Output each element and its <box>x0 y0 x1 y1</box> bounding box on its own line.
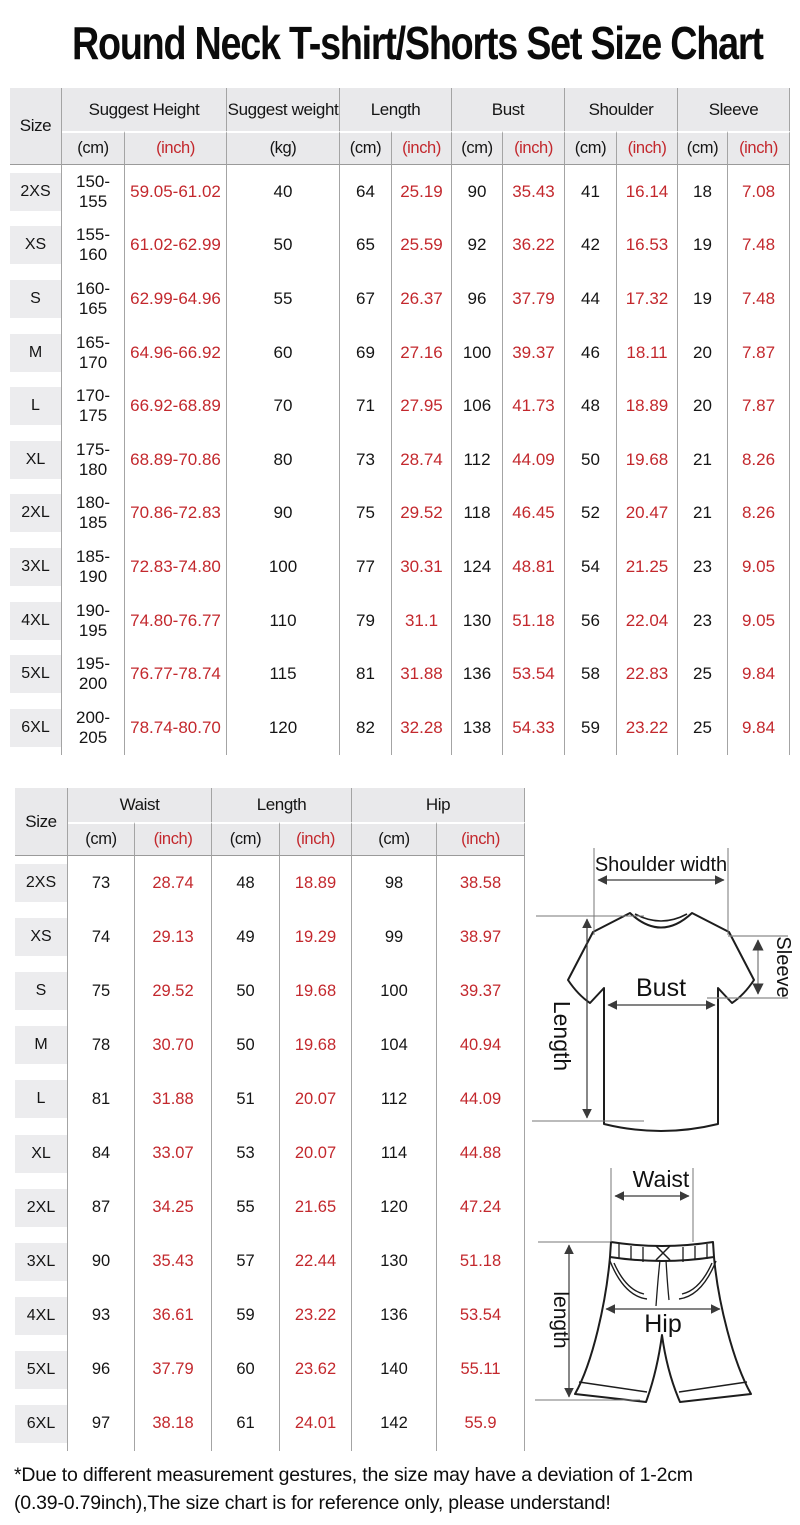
value-cell: 37.79 <box>503 272 565 326</box>
value-cell: 16.14 <box>617 165 678 219</box>
value-cell: 19.29 <box>280 910 352 964</box>
value-cell: 140 <box>352 1343 437 1397</box>
value-cell: 180-185 <box>62 487 125 541</box>
column-header: Length <box>340 88 452 131</box>
tshirt-size-table <box>10 88 790 755</box>
column-header: Shoulder <box>565 88 678 131</box>
value-cell: 138 <box>452 701 503 755</box>
size-label: 2XS <box>15 864 67 902</box>
value-cell: 8.26 <box>728 433 790 487</box>
value-cell: 130 <box>352 1235 437 1289</box>
value-cell: 20.07 <box>280 1126 352 1180</box>
value-cell: 21 <box>678 487 728 541</box>
column-subheader: (cm) <box>62 131 125 165</box>
value-cell: 100 <box>452 326 503 380</box>
value-cell: 19.68 <box>280 964 352 1018</box>
value-cell: 136 <box>352 1289 437 1343</box>
value-cell: 54 <box>565 540 617 594</box>
value-cell: 50 <box>227 219 340 273</box>
value-cell: 80 <box>227 433 340 487</box>
value-cell: 29.13 <box>135 910 212 964</box>
value-cell: 67 <box>340 272 392 326</box>
value-cell: 9.05 <box>728 594 790 648</box>
value-cell: 74 <box>68 910 135 964</box>
value-cell: 79 <box>340 594 392 648</box>
size-cell <box>15 1397 68 1451</box>
value-cell: 120 <box>227 701 340 755</box>
value-cell: 70 <box>227 379 340 433</box>
shorts-measurement-diagram <box>530 1150 800 1450</box>
value-cell: 115 <box>227 647 340 701</box>
value-cell: 47.24 <box>437 1181 525 1235</box>
size-label: 2XL <box>15 1189 67 1227</box>
value-cell: 98 <box>352 856 437 910</box>
value-cell: 93 <box>68 1289 135 1343</box>
size-label: 5XL <box>15 1351 67 1389</box>
value-cell: 90 <box>452 165 503 219</box>
value-cell: 112 <box>352 1072 437 1126</box>
value-cell: 53.54 <box>437 1289 525 1343</box>
value-cell: 27.95 <box>392 379 452 433</box>
value-cell: 60 <box>212 1343 280 1397</box>
value-cell: 50 <box>212 1018 280 1072</box>
page-title: Round Neck T-shirt/Shorts Set Size Chart <box>72 17 763 69</box>
value-cell: 55 <box>212 1181 280 1235</box>
size-label: S <box>10 280 61 318</box>
value-cell: 48.81 <box>503 540 565 594</box>
value-cell: 84 <box>68 1126 135 1180</box>
value-cell: 46 <box>565 326 617 380</box>
value-cell: 18.11 <box>617 326 678 380</box>
value-cell: 165-170 <box>62 326 125 380</box>
value-cell: 75 <box>68 964 135 1018</box>
value-cell: 64 <box>340 165 392 219</box>
size-label: XS <box>10 226 61 264</box>
value-cell: 34.25 <box>135 1181 212 1235</box>
column-subheader: (inch) <box>617 131 678 165</box>
sleeve-label: Sleeve <box>772 936 794 998</box>
value-cell: 55.11 <box>437 1343 525 1397</box>
size-label: 6XL <box>10 709 61 747</box>
value-cell: 39.37 <box>437 964 525 1018</box>
column-subheader: (inch) <box>280 822 352 856</box>
column-subheader: (cm) <box>452 131 503 165</box>
size-cell <box>10 272 62 326</box>
column-subheader: (inch) <box>135 822 212 856</box>
shoulder-width-label: Shoulder width <box>594 854 728 876</box>
value-cell: 64.96-66.92 <box>125 326 227 380</box>
column-subheader: (cm) <box>68 822 135 856</box>
value-cell: 73 <box>68 856 135 910</box>
value-cell: 60 <box>227 326 340 380</box>
value-cell: 155-160 <box>62 219 125 273</box>
column-subheader: (cm) <box>212 822 280 856</box>
value-cell: 78.74-80.70 <box>125 701 227 755</box>
value-cell: 29.52 <box>392 487 452 541</box>
value-cell: 38.58 <box>437 856 525 910</box>
size-cell <box>15 1181 68 1235</box>
value-cell: 23.22 <box>617 701 678 755</box>
collar-line <box>635 914 687 921</box>
size-cell <box>10 701 62 755</box>
size-cell <box>15 1289 68 1343</box>
value-cell: 68.89-70.86 <box>125 433 227 487</box>
column-header: Suggest Height <box>62 88 227 131</box>
value-cell: 36.61 <box>135 1289 212 1343</box>
value-cell: 46.45 <box>503 487 565 541</box>
column-subheader: (kg) <box>227 131 340 165</box>
value-cell: 22.44 <box>280 1235 352 1289</box>
value-cell: 59.05-61.02 <box>125 165 227 219</box>
value-cell: 21 <box>678 433 728 487</box>
value-cell: 24.01 <box>280 1397 352 1451</box>
size-label: 3XL <box>15 1243 67 1281</box>
value-cell: 42 <box>565 219 617 273</box>
column-subheader: (inch) <box>503 131 565 165</box>
value-cell: 22.04 <box>617 594 678 648</box>
value-cell: 25 <box>678 701 728 755</box>
column-header: Waist <box>68 788 212 822</box>
value-cell: 7.87 <box>728 326 790 380</box>
column-header: Hip <box>352 788 525 822</box>
size-label: S <box>15 972 67 1010</box>
value-cell: 9.84 <box>728 647 790 701</box>
value-cell: 18.89 <box>617 379 678 433</box>
tshirt-outline <box>568 913 754 1131</box>
value-cell: 70.86-72.83 <box>125 487 227 541</box>
value-cell: 19.68 <box>280 1018 352 1072</box>
value-cell: 61 <box>212 1397 280 1451</box>
column-header: Suggest weight <box>227 88 340 131</box>
value-cell: 8.26 <box>728 487 790 541</box>
value-cell: 69 <box>340 326 392 380</box>
size-cell <box>10 647 62 701</box>
value-cell: 54.33 <box>503 701 565 755</box>
value-cell: 99 <box>352 910 437 964</box>
value-cell: 118 <box>452 487 503 541</box>
value-cell: 31.88 <box>392 647 452 701</box>
size-label: 3XL <box>10 548 61 586</box>
value-cell: 7.48 <box>728 219 790 273</box>
size-cell <box>10 219 62 273</box>
size-label: 2XS <box>10 173 61 211</box>
value-cell: 49 <box>212 910 280 964</box>
value-cell: 160-165 <box>62 272 125 326</box>
size-cell <box>10 487 62 541</box>
size-label: 2XL <box>10 494 61 532</box>
value-cell: 175-180 <box>62 433 125 487</box>
size-cell <box>10 594 62 648</box>
value-cell: 52 <box>565 487 617 541</box>
value-cell: 150-155 <box>62 165 125 219</box>
value-cell: 96 <box>452 272 503 326</box>
size-cell <box>15 910 68 964</box>
value-cell: 16.53 <box>617 219 678 273</box>
value-cell: 40 <box>227 165 340 219</box>
value-cell: 27.16 <box>392 326 452 380</box>
size-label: L <box>15 1080 67 1118</box>
value-cell: 44.09 <box>437 1072 525 1126</box>
value-cell: 28.74 <box>135 856 212 910</box>
value-cell: 190-195 <box>62 594 125 648</box>
value-cell: 81 <box>68 1072 135 1126</box>
bust-label: Bust <box>635 974 687 1002</box>
value-cell: 31.1 <box>392 594 452 648</box>
value-cell: 35.43 <box>503 165 565 219</box>
size-cell <box>10 165 62 219</box>
value-cell: 90 <box>227 487 340 541</box>
value-cell: 82 <box>340 701 392 755</box>
value-cell: 26.37 <box>392 272 452 326</box>
footnote-line2: (0.39-0.79inch),The size chart is for reference only, please understand! <box>14 1492 611 1514</box>
value-cell: 195-200 <box>62 647 125 701</box>
size-label: XL <box>10 441 61 479</box>
size-cell <box>15 1126 68 1180</box>
value-cell: 36.22 <box>503 219 565 273</box>
value-cell: 75 <box>340 487 392 541</box>
value-cell: 59 <box>212 1289 280 1343</box>
column-header: Length <box>212 788 352 822</box>
value-cell: 51.18 <box>437 1235 525 1289</box>
size-cell <box>15 1343 68 1397</box>
size-label: 4XL <box>15 1297 67 1335</box>
value-cell: 20.07 <box>280 1072 352 1126</box>
value-cell: 18.89 <box>280 856 352 910</box>
value-cell: 21.65 <box>280 1181 352 1235</box>
size-cell <box>10 379 62 433</box>
value-cell: 65 <box>340 219 392 273</box>
value-cell: 104 <box>352 1018 437 1072</box>
value-cell: 19 <box>678 219 728 273</box>
value-cell: 22.83 <box>617 647 678 701</box>
value-cell: 20.47 <box>617 487 678 541</box>
value-cell: 100 <box>352 964 437 1018</box>
size-label: M <box>10 334 61 372</box>
value-cell: 48 <box>565 379 617 433</box>
column-header: Sleeve <box>678 88 790 131</box>
value-cell: 59 <box>565 701 617 755</box>
size-cell <box>15 1235 68 1289</box>
value-cell: 41 <box>565 165 617 219</box>
value-cell: 55.9 <box>437 1397 525 1451</box>
column-subheader: (inch) <box>728 131 790 165</box>
value-cell: 62.99-64.96 <box>125 272 227 326</box>
value-cell: 48 <box>212 856 280 910</box>
value-cell: 21.25 <box>617 540 678 594</box>
column-subheader: (inch) <box>392 131 452 165</box>
value-cell: 51 <box>212 1072 280 1126</box>
value-cell: 9.05 <box>728 540 790 594</box>
value-cell: 7.08 <box>728 165 790 219</box>
column-header: Size <box>10 88 62 165</box>
value-cell: 114 <box>352 1126 437 1180</box>
value-cell: 41.73 <box>503 379 565 433</box>
value-cell: 23.62 <box>280 1343 352 1397</box>
value-cell: 110 <box>227 594 340 648</box>
value-cell: 72.83-74.80 <box>125 540 227 594</box>
value-cell: 124 <box>452 540 503 594</box>
value-cell: 53.54 <box>503 647 565 701</box>
size-cell <box>15 964 68 1018</box>
value-cell: 19.68 <box>617 433 678 487</box>
value-cell: 136 <box>452 647 503 701</box>
value-cell: 19 <box>678 272 728 326</box>
size-label: 4XL <box>10 602 61 640</box>
value-cell: 39.37 <box>503 326 565 380</box>
value-cell: 9.84 <box>728 701 790 755</box>
value-cell: 142 <box>352 1397 437 1451</box>
value-cell: 57 <box>212 1235 280 1289</box>
value-cell: 200-205 <box>62 701 125 755</box>
size-label: 6XL <box>15 1405 67 1443</box>
value-cell: 7.48 <box>728 272 790 326</box>
value-cell: 76.77-78.74 <box>125 647 227 701</box>
value-cell: 30.70 <box>135 1018 212 1072</box>
value-cell: 35.43 <box>135 1235 212 1289</box>
value-cell: 78 <box>68 1018 135 1072</box>
size-cell <box>15 1072 68 1126</box>
value-cell: 40.94 <box>437 1018 525 1072</box>
value-cell: 18 <box>678 165 728 219</box>
value-cell: 29.52 <box>135 964 212 1018</box>
value-cell: 51.18 <box>503 594 565 648</box>
value-cell: 170-175 <box>62 379 125 433</box>
value-cell: 130 <box>452 594 503 648</box>
value-cell: 87 <box>68 1181 135 1235</box>
value-cell: 73 <box>340 433 392 487</box>
value-cell: 71 <box>340 379 392 433</box>
value-cell: 55 <box>227 272 340 326</box>
column-subheader: (cm) <box>678 131 728 165</box>
column-subheader: (cm) <box>565 131 617 165</box>
size-label: XS <box>15 918 67 956</box>
value-cell: 61.02-62.99 <box>125 219 227 273</box>
column-header: Bust <box>452 88 565 131</box>
value-cell: 20 <box>678 379 728 433</box>
footnote-line1: *Due to different measurement gestures, the size may have a deviation of 1-2cm <box>14 1464 693 1486</box>
value-cell: 185-190 <box>62 540 125 594</box>
value-cell: 44.09 <box>503 433 565 487</box>
column-header: Size <box>15 788 68 856</box>
value-cell: 25 <box>678 647 728 701</box>
value-cell: 44 <box>565 272 617 326</box>
value-cell: 25.19 <box>392 165 452 219</box>
value-cell: 25.59 <box>392 219 452 273</box>
value-cell: 58 <box>565 647 617 701</box>
value-cell: 50 <box>565 433 617 487</box>
column-subheader: (inch) <box>437 822 525 856</box>
hip-label: Hip <box>644 1310 682 1338</box>
value-cell: 32.28 <box>392 701 452 755</box>
value-cell: 23 <box>678 540 728 594</box>
size-label: XL <box>15 1135 67 1173</box>
waist-label: Waist <box>632 1166 690 1192</box>
value-cell: 38.97 <box>437 910 525 964</box>
tshirt-length-label: Length <box>549 1000 575 1072</box>
value-cell: 28.74 <box>392 433 452 487</box>
column-subheader: (cm) <box>352 822 437 856</box>
size-label: M <box>15 1026 67 1064</box>
value-cell: 120 <box>352 1181 437 1235</box>
size-label: L <box>10 387 61 425</box>
shorts-size-table <box>15 788 525 1451</box>
value-cell: 20 <box>678 326 728 380</box>
value-cell: 17.32 <box>617 272 678 326</box>
value-cell: 66.92-68.89 <box>125 379 227 433</box>
value-cell: 97 <box>68 1397 135 1451</box>
value-cell: 112 <box>452 433 503 487</box>
value-cell: 33.07 <box>135 1126 212 1180</box>
value-cell: 92 <box>452 219 503 273</box>
value-cell: 100 <box>227 540 340 594</box>
value-cell: 90 <box>68 1235 135 1289</box>
size-cell <box>10 433 62 487</box>
column-subheader: (cm) <box>340 131 392 165</box>
value-cell: 106 <box>452 379 503 433</box>
size-cell <box>10 540 62 594</box>
footnote <box>14 1461 794 1517</box>
value-cell: 53 <box>212 1126 280 1180</box>
value-cell: 96 <box>68 1343 135 1397</box>
value-cell: 23 <box>678 594 728 648</box>
shorts-length-label: length <box>549 1291 572 1349</box>
tshirt-measurement-diagram <box>530 840 800 1140</box>
value-cell: 74.80-76.77 <box>125 594 227 648</box>
size-cell <box>15 856 68 910</box>
value-cell: 7.87 <box>728 379 790 433</box>
value-cell: 56 <box>565 594 617 648</box>
value-cell: 77 <box>340 540 392 594</box>
value-cell: 31.88 <box>135 1072 212 1126</box>
value-cell: 23.22 <box>280 1289 352 1343</box>
value-cell: 44.88 <box>437 1126 525 1180</box>
value-cell: 30.31 <box>392 540 452 594</box>
value-cell: 38.18 <box>135 1397 212 1451</box>
column-subheader: (inch) <box>125 131 227 165</box>
value-cell: 81 <box>340 647 392 701</box>
size-cell <box>15 1018 68 1072</box>
value-cell: 50 <box>212 964 280 1018</box>
size-label: 5XL <box>10 655 61 693</box>
size-cell <box>10 326 62 380</box>
value-cell: 37.79 <box>135 1343 212 1397</box>
